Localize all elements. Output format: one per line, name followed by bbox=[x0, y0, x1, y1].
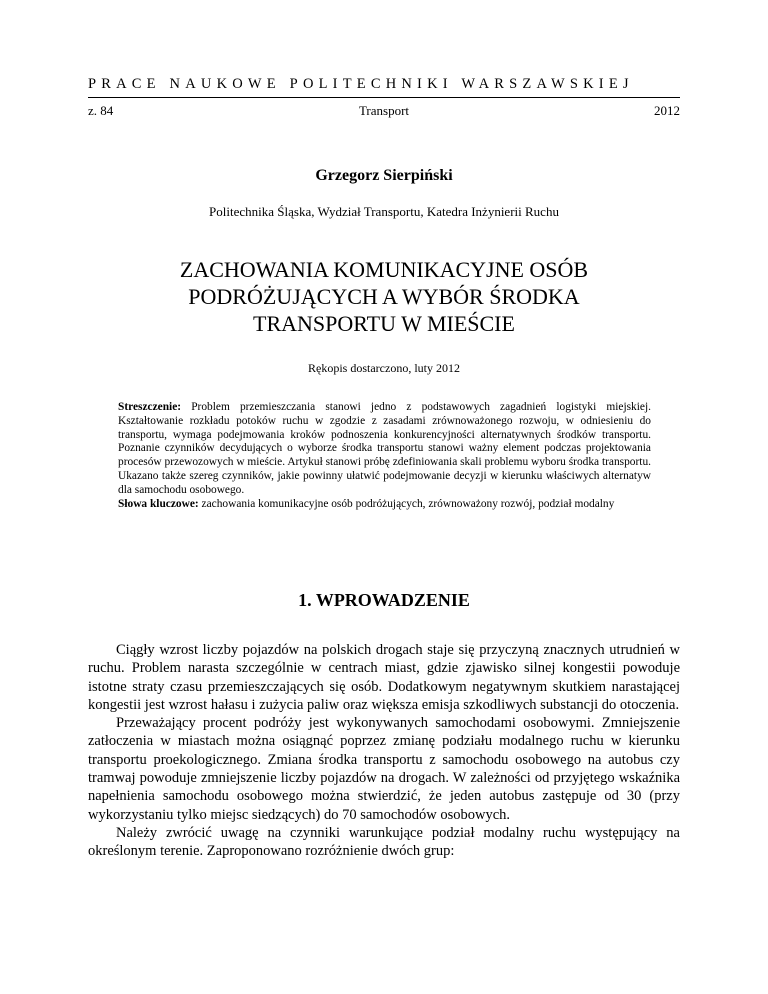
body-paragraph: Przeważający procent podróży jest wykonywanych samochodami osobowymi. Zmniejszenie zatłoczenia w miastach można osiągnąć poprzez zmianę podziału modalnego ruchu w kierunku transportu proekologicznego. Zmiana środka transportu z samochodu osobowego na autobus czy tramwaj powoduje zmniejszenie liczby pojazdów na drogach. W zależności od przyjętego wskaźnika napełnienia samochodu osobowego można stwierdzić, że jeden autobus zastępuje od 30 (przy wykorzystaniu tylko miejsc siedzących) do 70 samochodów osobowych. bbox=[88, 715, 680, 823]
series-name: Transport bbox=[358, 103, 410, 118]
publication-year: 2012 bbox=[654, 103, 680, 118]
title-line: ZACHOWANIA KOMUNIKACYJNE OSÓB bbox=[179, 257, 589, 282]
title-line: PODRÓŻUJĄCYCH A WYBÓR ŚRODKA bbox=[188, 284, 580, 309]
keywords-paragraph bbox=[118, 498, 651, 512]
header-rule bbox=[88, 97, 680, 98]
journal-name: PRACE NAUKOWE POLITECHNIKI WARSZAWSKIEJ bbox=[88, 76, 634, 92]
volume-number: z. 84 bbox=[88, 103, 114, 118]
abstract-paragraph bbox=[118, 401, 651, 498]
body-paragraph: Należy zwrócić uwagę na czynniki warunkujące podział modalny ruchu występujący na określonym terenie. Zaproponowano rozróżnienie dwóch grup: bbox=[88, 824, 680, 860]
received-date: Rękopis dostarczono, luty 2012 bbox=[308, 361, 460, 375]
abstract-label: Streszczenie: bbox=[118, 401, 182, 413]
abstract-text: Problem przemieszczania stanowi jedno z podstawowych zagadnień logistyki miejskiej. Kształtowanie rozkładu potoków ruchu w zgodzie z zasadami zrównoważonego rozwoju, w odniesieniu do transportu, wymaga podejmowania kroków podnoszenia konkurencyjności alternatywnych środków transportu. Poznanie czynników decydujących o wyborze środka transportu stanowi ważny element podczas projektowania procesów przewozowych w mieście. Artykuł stanowi próbę zdefiniowania skali problemu wyboru środka transportu. Ukazano także szereg czynników, jakie powinny ułatwić podejmowanie decyzji w kierunku właściwych alternatyw dla samochodu osobowego. bbox=[118, 401, 651, 496]
section-heading: 1. WPROWADZENIE bbox=[298, 590, 470, 610]
body-paragraph: Ciągły wzrost liczby pojazdów na polskich drogach staje się przyczyną znacznych utrudnień w ruchu. Problem narasta szczególnie w centrach miast, gdzie zjawisko silnej kongestii powoduje istotne straty czasu przemieszczających się osób. Dodatkowym negatywnym skutkiem narastającej kongestii jest wzrost hałasu i zużycia paliw oraz większa emisja szkodliwych substancji do otoczenia. bbox=[88, 642, 680, 713]
section-body bbox=[88, 641, 680, 861]
keywords-label: Słowa kluczowe: bbox=[118, 497, 199, 510]
keywords-text: zachowania komunikacyjne osób podróżujących, zrównoważony rozwój, podział modalny bbox=[201, 497, 615, 510]
abstract-block bbox=[118, 401, 651, 511]
title-line: TRANSPORTU W MIEŚCIE bbox=[253, 311, 515, 336]
author-name: Grzegorz Sierpiński bbox=[315, 167, 453, 184]
author-affiliation: Politechnika Śląska, Wydział Transportu, Katedra Inżynierii Ruchu bbox=[209, 204, 559, 219]
paper-title bbox=[100, 256, 668, 337]
